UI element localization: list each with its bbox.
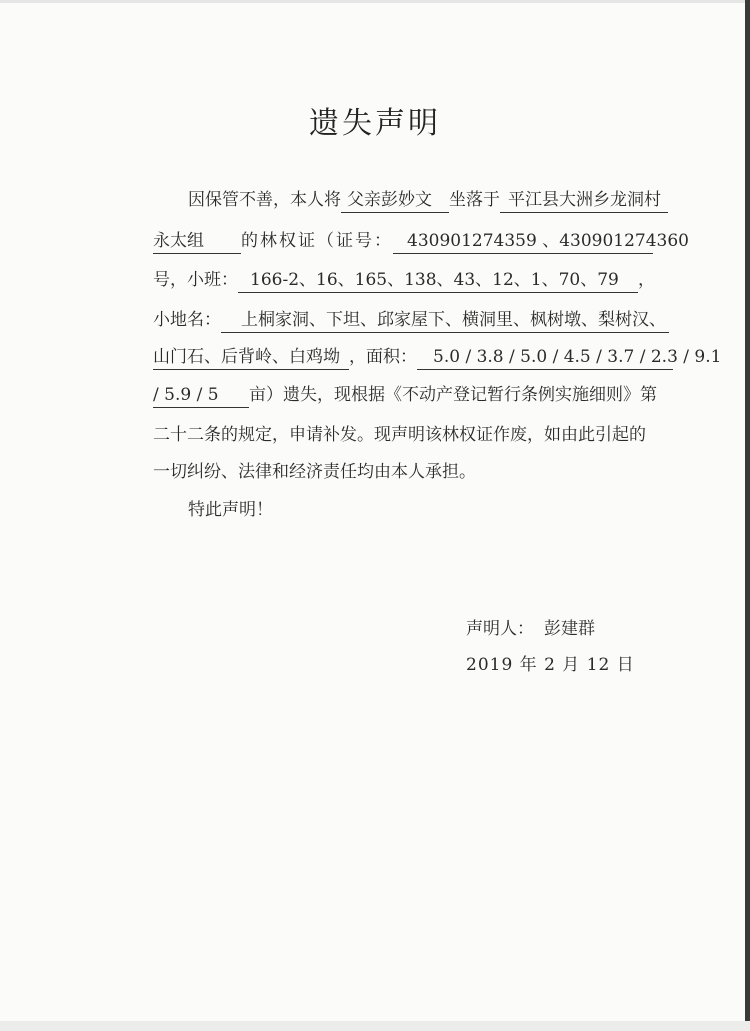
area-field-cont: / 5.9 / 5	[153, 384, 249, 408]
text-segment: 小地名：	[153, 310, 221, 330]
place-names-field-cont: 山门石、后背岭、白鸡坳	[153, 346, 349, 370]
text-segment: ，	[638, 270, 655, 290]
text-segment: 号，小班：	[153, 270, 238, 290]
declarant-label: 声明人：	[466, 619, 534, 639]
owner-field: 父亲彭妙文	[341, 189, 449, 213]
body-line-7: 二十二条的规定，申请补发。现声明该林权证作废，如由此引起的	[153, 425, 646, 445]
document-title: 遗失声明	[309, 106, 441, 141]
body-line-5	[153, 345, 722, 370]
declaration-date: 2019 年 2 月 12 日	[466, 655, 635, 675]
declarant-line	[466, 617, 595, 641]
page-top-edge	[0, 0, 750, 3]
text-segment: 的林权证（证号：	[241, 231, 393, 251]
place-names-field: 上桐家洞、下坦、邱家屋下、横洞里、枫树墩、梨树汉、	[221, 309, 669, 333]
cert-number-field: 430901274359 、430901274360	[393, 230, 653, 254]
text-segment: 因保管不善，本人将	[188, 190, 341, 210]
sub-compartment-field: 166-2、16、165、138、43、12、1、70、79	[238, 269, 638, 293]
body-line-6	[153, 383, 657, 408]
body-line-4	[153, 308, 669, 333]
body-line-2	[153, 229, 689, 254]
body-line-1	[188, 188, 668, 213]
page-bottom-edge	[0, 1021, 750, 1031]
declarant-name: 彭建群	[544, 619, 595, 639]
scanner-edge	[745, 0, 750, 1031]
location-field: 平江县大洲乡龙洞村	[500, 189, 668, 213]
text-segment: 坐落于	[449, 190, 500, 210]
body-line-3	[153, 268, 655, 293]
text-segment: 亩）遗失，现根据《不动产登记暂行条例实施细则》第	[249, 385, 657, 405]
area-field: 5.0 / 3.8 / 5.0 / 4.5 / 3.7 / 2.3 / 9.1	[417, 346, 673, 370]
text-segment: ，面积：	[349, 347, 417, 367]
closing-statement: 特此声明！	[188, 500, 273, 520]
group-field: 永太组	[153, 230, 241, 254]
body-line-8: 一切纠纷、法律和经济责任均由本人承担。	[153, 462, 476, 482]
